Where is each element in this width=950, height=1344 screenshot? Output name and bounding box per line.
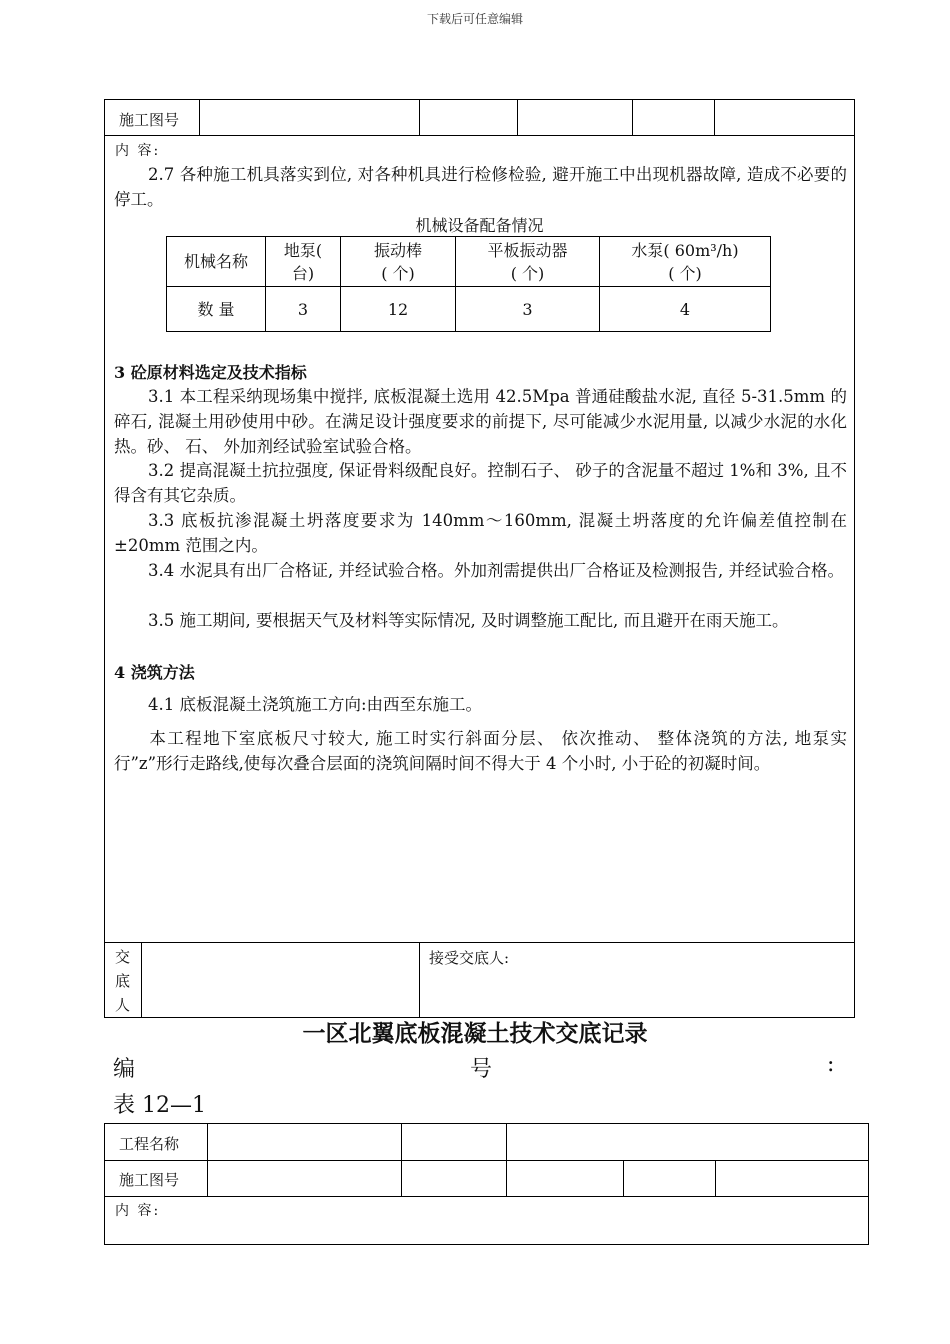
cell-divider [141, 943, 142, 1018]
heading-4: 4 浇筑方法 [114, 663, 195, 682]
content-label-2: 内 容: [115, 1203, 161, 1219]
cell-divider [623, 1160, 624, 1196]
cell-divider [207, 1160, 208, 1196]
cell-divider [401, 1124, 402, 1160]
equipment-table-quantity-row [167, 287, 771, 332]
cell-divider [401, 1160, 402, 1196]
quantity-vibrator: 12 [341, 287, 456, 332]
header-note: 下载后可任意编辑 [426, 12, 523, 26]
header-machine-name: 机械名称 [167, 237, 266, 287]
cell-divider [419, 943, 420, 1018]
cell-divider [506, 1160, 507, 1196]
project-name-label: 工程名称 [119, 1135, 180, 1153]
briefer-label: 交底人 [115, 948, 131, 1014]
cell-divider [207, 1124, 208, 1160]
technical-record-table-2 [104, 1123, 869, 1245]
drawing-number-row-2 [105, 1160, 868, 1197]
quantity-label: 数 量 [167, 287, 266, 332]
form-number: 表 12—1 [113, 1093, 206, 1118]
receiver-label: 接受交底人: [429, 949, 510, 967]
paragraph-4-1: 4.1 底板混凝土浇筑施工方向:由西至东施工。 [148, 695, 483, 714]
header-ground-pump: 地泵( 台) [266, 237, 341, 287]
paragraph-3-3: 3.3 底板抗渗混凝土坍落度要求为 140mm～160mm, 混凝土坍落度的允许偏差值控制在±20mm 范围之内。 [114, 511, 847, 555]
paragraph-3-4: 3.4 水泥具有出厂合格证, 并经试验合格。外加剂需提供出厂合格证及检测报告, 并经试验合格。 [148, 561, 844, 580]
record-title: 一区北翼底板混凝土技术交底记录 [302, 1021, 648, 1047]
signature-row [105, 942, 854, 1018]
drawing-number-row [105, 100, 854, 136]
header-water-pump: 水泵( 60m³/h) ( 个) [600, 237, 771, 287]
code-label-part2: 号 [470, 1057, 493, 1082]
quantity-ground-pump: 3 [266, 287, 341, 332]
header-vibrator: 振动棒 ( 个) [341, 237, 456, 287]
quantity-water-pump: 4 [600, 287, 771, 332]
cell-divider [714, 100, 715, 135]
cell-divider [419, 100, 420, 135]
drawing-number-label: 施工图号 [119, 111, 180, 129]
code-label-part1: 编 [113, 1057, 136, 1082]
cell-divider [517, 100, 518, 135]
equipment-table-caption: 机械设备配备情况 [415, 216, 544, 235]
paragraph-3-1: 3.1 本工程采纳现场集中搅拌, 底板混凝土选用 42.5Mpa 普通硅酸盐水泥, 直径 5-31.5mm 的碎石, 混凝土用砂使用中砂。在满足设计强度要求的前提下, 尽可能减少水泥用量, 以减少水泥的水化热。砂、 石、 外加剂经试验室试验合格。 [114, 387, 847, 456]
heading-3: 3 砼原材料选定及技术指标 [114, 363, 307, 382]
quantity-plate-vibrator: 3 [456, 287, 600, 332]
paragraph-3-5: 3.5 施工期间, 要根据天气及材料等实际情况, 及时调整施工配比, 而且避开在雨天施工。 [148, 611, 789, 630]
cell-divider [199, 100, 200, 135]
cell-divider [506, 1124, 507, 1160]
equipment-table [166, 236, 771, 332]
header-plate-vibrator: 平板振动器 ( 个) [456, 237, 600, 287]
code-colon: : [827, 1052, 835, 1077]
paragraph-3-2: 3.2 提高混凝土抗拉强度, 保证骨料级配良好。控制石子、 砂子的含泥量不超过 1%和 3%, 且不得含有其它杂质。 [114, 461, 847, 505]
paragraph-4-2: 本工程地下室底板尺寸较大, 施工时实行斜面分层、 依次推动、 整体浇筑的方法, 地泵实行”z”形行走路线,使每次叠合层面的浇筑间隔时间不得大于 4 个小时, 小于砼的初凝时间。 [114, 729, 847, 773]
equipment-table-header-row [167, 237, 771, 287]
drawing-number-label-2: 施工图号 [119, 1171, 180, 1189]
technical-record-table [104, 99, 855, 1018]
paragraph-2-7: 2.7 各种施工机具落实到位, 对各种机具进行检修检验, 避开施工中出现机器故障, 造成不必要的停工。 [114, 165, 847, 209]
content-label: 内 容: [115, 143, 161, 159]
cell-divider [715, 1160, 716, 1196]
project-name-row [105, 1124, 868, 1161]
cell-divider [632, 100, 633, 135]
